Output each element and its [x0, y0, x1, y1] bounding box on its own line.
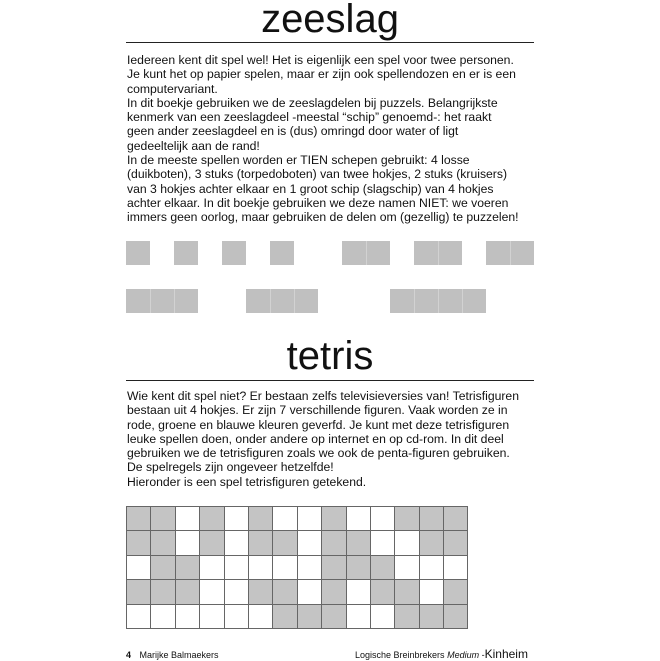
book-title: Logische Breinbrekers: [355, 650, 445, 660]
grid-cell-filled: [200, 531, 224, 555]
grid-cell-filled: [127, 507, 151, 531]
grid-cell-filled: [371, 556, 395, 580]
ship-kruiser: [126, 289, 198, 313]
grid-cell-filled: [127, 580, 151, 604]
text-line: immers geen oorlog, maar gebruiken de delen om (gezellig) te puzzelen!: [127, 210, 519, 225]
text-line: leuke spellen doen, onder andere op internet en op cd-rom. In dit deel: [127, 431, 504, 446]
text-line: rode, groene en blauwe kleuren geverfd. Je kunt met deze tetrisfiguren: [127, 417, 510, 432]
grid-cell-filled: [420, 507, 444, 531]
text-line: In de meeste spellen worden er TIEN schepen gebruikt: 4 losse: [127, 153, 470, 168]
page-number: 4: [126, 650, 132, 660]
grid-cell-empty: [127, 605, 151, 629]
grid-cell-empty: [273, 507, 297, 531]
text-line: gebruiken we de tetrisfiguren zoals we ook de penta-figuren gebruiken.: [127, 446, 510, 461]
grid-cell-empty: [200, 580, 224, 604]
grid-cell-filled: [444, 580, 468, 604]
grid-cell-filled: [273, 605, 297, 629]
grid-cell-filled: [127, 531, 151, 555]
ship-segment-divider: [462, 289, 463, 313]
ship-segment-divider: [150, 289, 151, 313]
text-line: computervariant.: [127, 81, 218, 96]
grid-cell-filled: [200, 507, 224, 531]
grid-cell-filled: [151, 580, 175, 604]
grid-cell-filled: [322, 556, 346, 580]
title-underline: [126, 42, 534, 43]
grid-cell-empty: [273, 556, 297, 580]
ship-segment-divider: [294, 289, 295, 313]
ship-slagschip: [390, 289, 486, 313]
ship-torpedoboot: [342, 241, 390, 265]
ship-segment-divider: [414, 289, 415, 313]
grid-cell-filled: [151, 556, 175, 580]
ship-segment-divider: [438, 289, 439, 313]
grid-cell-filled: [347, 556, 371, 580]
tetris-text: [127, 389, 537, 489]
grid-cell-filled: [249, 580, 273, 604]
ship-segment-divider: [366, 241, 367, 265]
grid-cell-filled: [347, 531, 371, 555]
title-underline: [126, 380, 534, 381]
ship-torpedoboot: [486, 241, 534, 265]
grid-cell-filled: [176, 580, 200, 604]
grid-cell-empty: [127, 556, 151, 580]
grid-cell-empty: [347, 580, 371, 604]
grid-cell-filled: [322, 580, 346, 604]
grid-cell-filled: [420, 605, 444, 629]
grid-cell-filled: [249, 531, 273, 555]
text-line: (duikboten), 3 stuks (torpedoboten) van twee hokjes, 2 stuks (kruisers): [127, 167, 508, 182]
ship-duikboot: [222, 241, 246, 265]
ship-segment-divider: [438, 241, 439, 265]
tetris-grid: [126, 506, 468, 629]
text-line: Je kunt het op papier spelen, maar er zijn ook spellendozen en er is een: [127, 67, 516, 82]
section-title-zeeslag: zeeslag: [261, 0, 399, 41]
grid-cell-empty: [225, 531, 249, 555]
grid-cell-filled: [395, 605, 419, 629]
grid-cell-empty: [298, 507, 322, 531]
ship-segment-divider: [510, 241, 511, 265]
grid-cell-filled: [176, 556, 200, 580]
ship-torpedoboot: [414, 241, 462, 265]
ship-duikboot: [126, 241, 150, 265]
text-line: achter elkaar. In dit boekje gebruiken we deze namen NIET: we voeren: [127, 195, 509, 210]
grid-cell-empty: [225, 605, 249, 629]
author-name: Marijke Balmaekers: [139, 650, 219, 660]
publisher-logo: Kinheim: [484, 647, 528, 661]
text-line: kenmerk van een zeeslagdeel -meestal “schip” genoemd-: het raakt: [127, 110, 492, 125]
grid-cell-empty: [347, 507, 371, 531]
grid-cell-empty: [151, 605, 175, 629]
grid-cell-filled: [322, 507, 346, 531]
grid-cell-filled: [322, 605, 346, 629]
grid-cell-empty: [249, 605, 273, 629]
grid-cell-empty: [200, 605, 224, 629]
grid-cell-empty: [395, 531, 419, 555]
grid-cell-filled: [371, 580, 395, 604]
grid-cell-filled: [420, 531, 444, 555]
text-line: Hieronder is een spel tetrisfiguren getekend.: [127, 474, 367, 489]
level-label: Medium: [447, 650, 480, 660]
grid-cell-empty: [298, 556, 322, 580]
ship-duikboot: [270, 241, 294, 265]
grid-cell-empty: [371, 531, 395, 555]
grid-cell-filled: [444, 507, 468, 531]
grid-cell-filled: [395, 507, 419, 531]
zeeslag-text: [127, 53, 537, 225]
text-line: van 3 hokjes achter elkaar en 1 groot schip (slagschip) van 4 hokjes: [127, 181, 494, 196]
grid-cell-filled: [151, 507, 175, 531]
grid-cell-empty: [347, 605, 371, 629]
grid-cell-empty: [176, 605, 200, 629]
ship-kruiser: [246, 289, 318, 313]
text-line: geen ander zeeslagdeel en is (dus) omringd door water of ligt: [127, 124, 459, 139]
grid-cell-empty: [200, 556, 224, 580]
grid-cell-empty: [298, 580, 322, 604]
grid-cell-empty: [249, 556, 273, 580]
grid-cell-filled: [151, 531, 175, 555]
grid-cell-empty: [225, 507, 249, 531]
text-line: bestaan uit 4 hokjes. Er zijn 7 verschillende figuren. Vaak worden ze in: [127, 403, 508, 418]
text-line: Iedereen kent dit spel wel! Het is eigenlijk een spel voor twee personen.: [127, 53, 514, 67]
grid-cell-empty: [225, 556, 249, 580]
grid-cell-empty: [371, 507, 395, 531]
grid-cell-filled: [273, 580, 297, 604]
grid-cell-filled: [395, 580, 419, 604]
grid-cell-empty: [444, 556, 468, 580]
footer-right: [355, 649, 528, 661]
grid-cell-empty: [420, 580, 444, 604]
section-title-tetris: tetris: [286, 334, 374, 378]
grid-cell-empty: [371, 605, 395, 629]
grid-cell-empty: [176, 531, 200, 555]
text-line: In dit boekje gebruiken we de zeeslagdelen bij puzzels. Belangrijkste: [127, 95, 498, 110]
grid-cell-filled: [273, 531, 297, 555]
ship-segment-divider: [270, 289, 271, 313]
text-line: gedeeltelijk aan de rand!: [127, 138, 260, 153]
grid-cell-filled: [249, 507, 273, 531]
text-line: De spelregels zijn ongeveer hetzelfde!: [127, 460, 334, 475]
ship-duikboot: [174, 241, 198, 265]
footer-left: [126, 650, 219, 661]
ship-segment-divider: [174, 289, 175, 313]
footer-separator: -: [479, 650, 485, 660]
grid-cell-empty: [176, 507, 200, 531]
text-line: Wie kent dit spel niet? Er bestaan zelfs televisieversies van! Tetrisfiguren: [127, 389, 519, 403]
grid-cell-filled: [444, 531, 468, 555]
grid-cell-empty: [298, 531, 322, 555]
grid-cell-filled: [298, 605, 322, 629]
grid-cell-empty: [420, 556, 444, 580]
grid-cell-filled: [444, 605, 468, 629]
grid-cell-empty: [395, 556, 419, 580]
grid-cell-filled: [322, 531, 346, 555]
grid-cell-empty: [225, 580, 249, 604]
